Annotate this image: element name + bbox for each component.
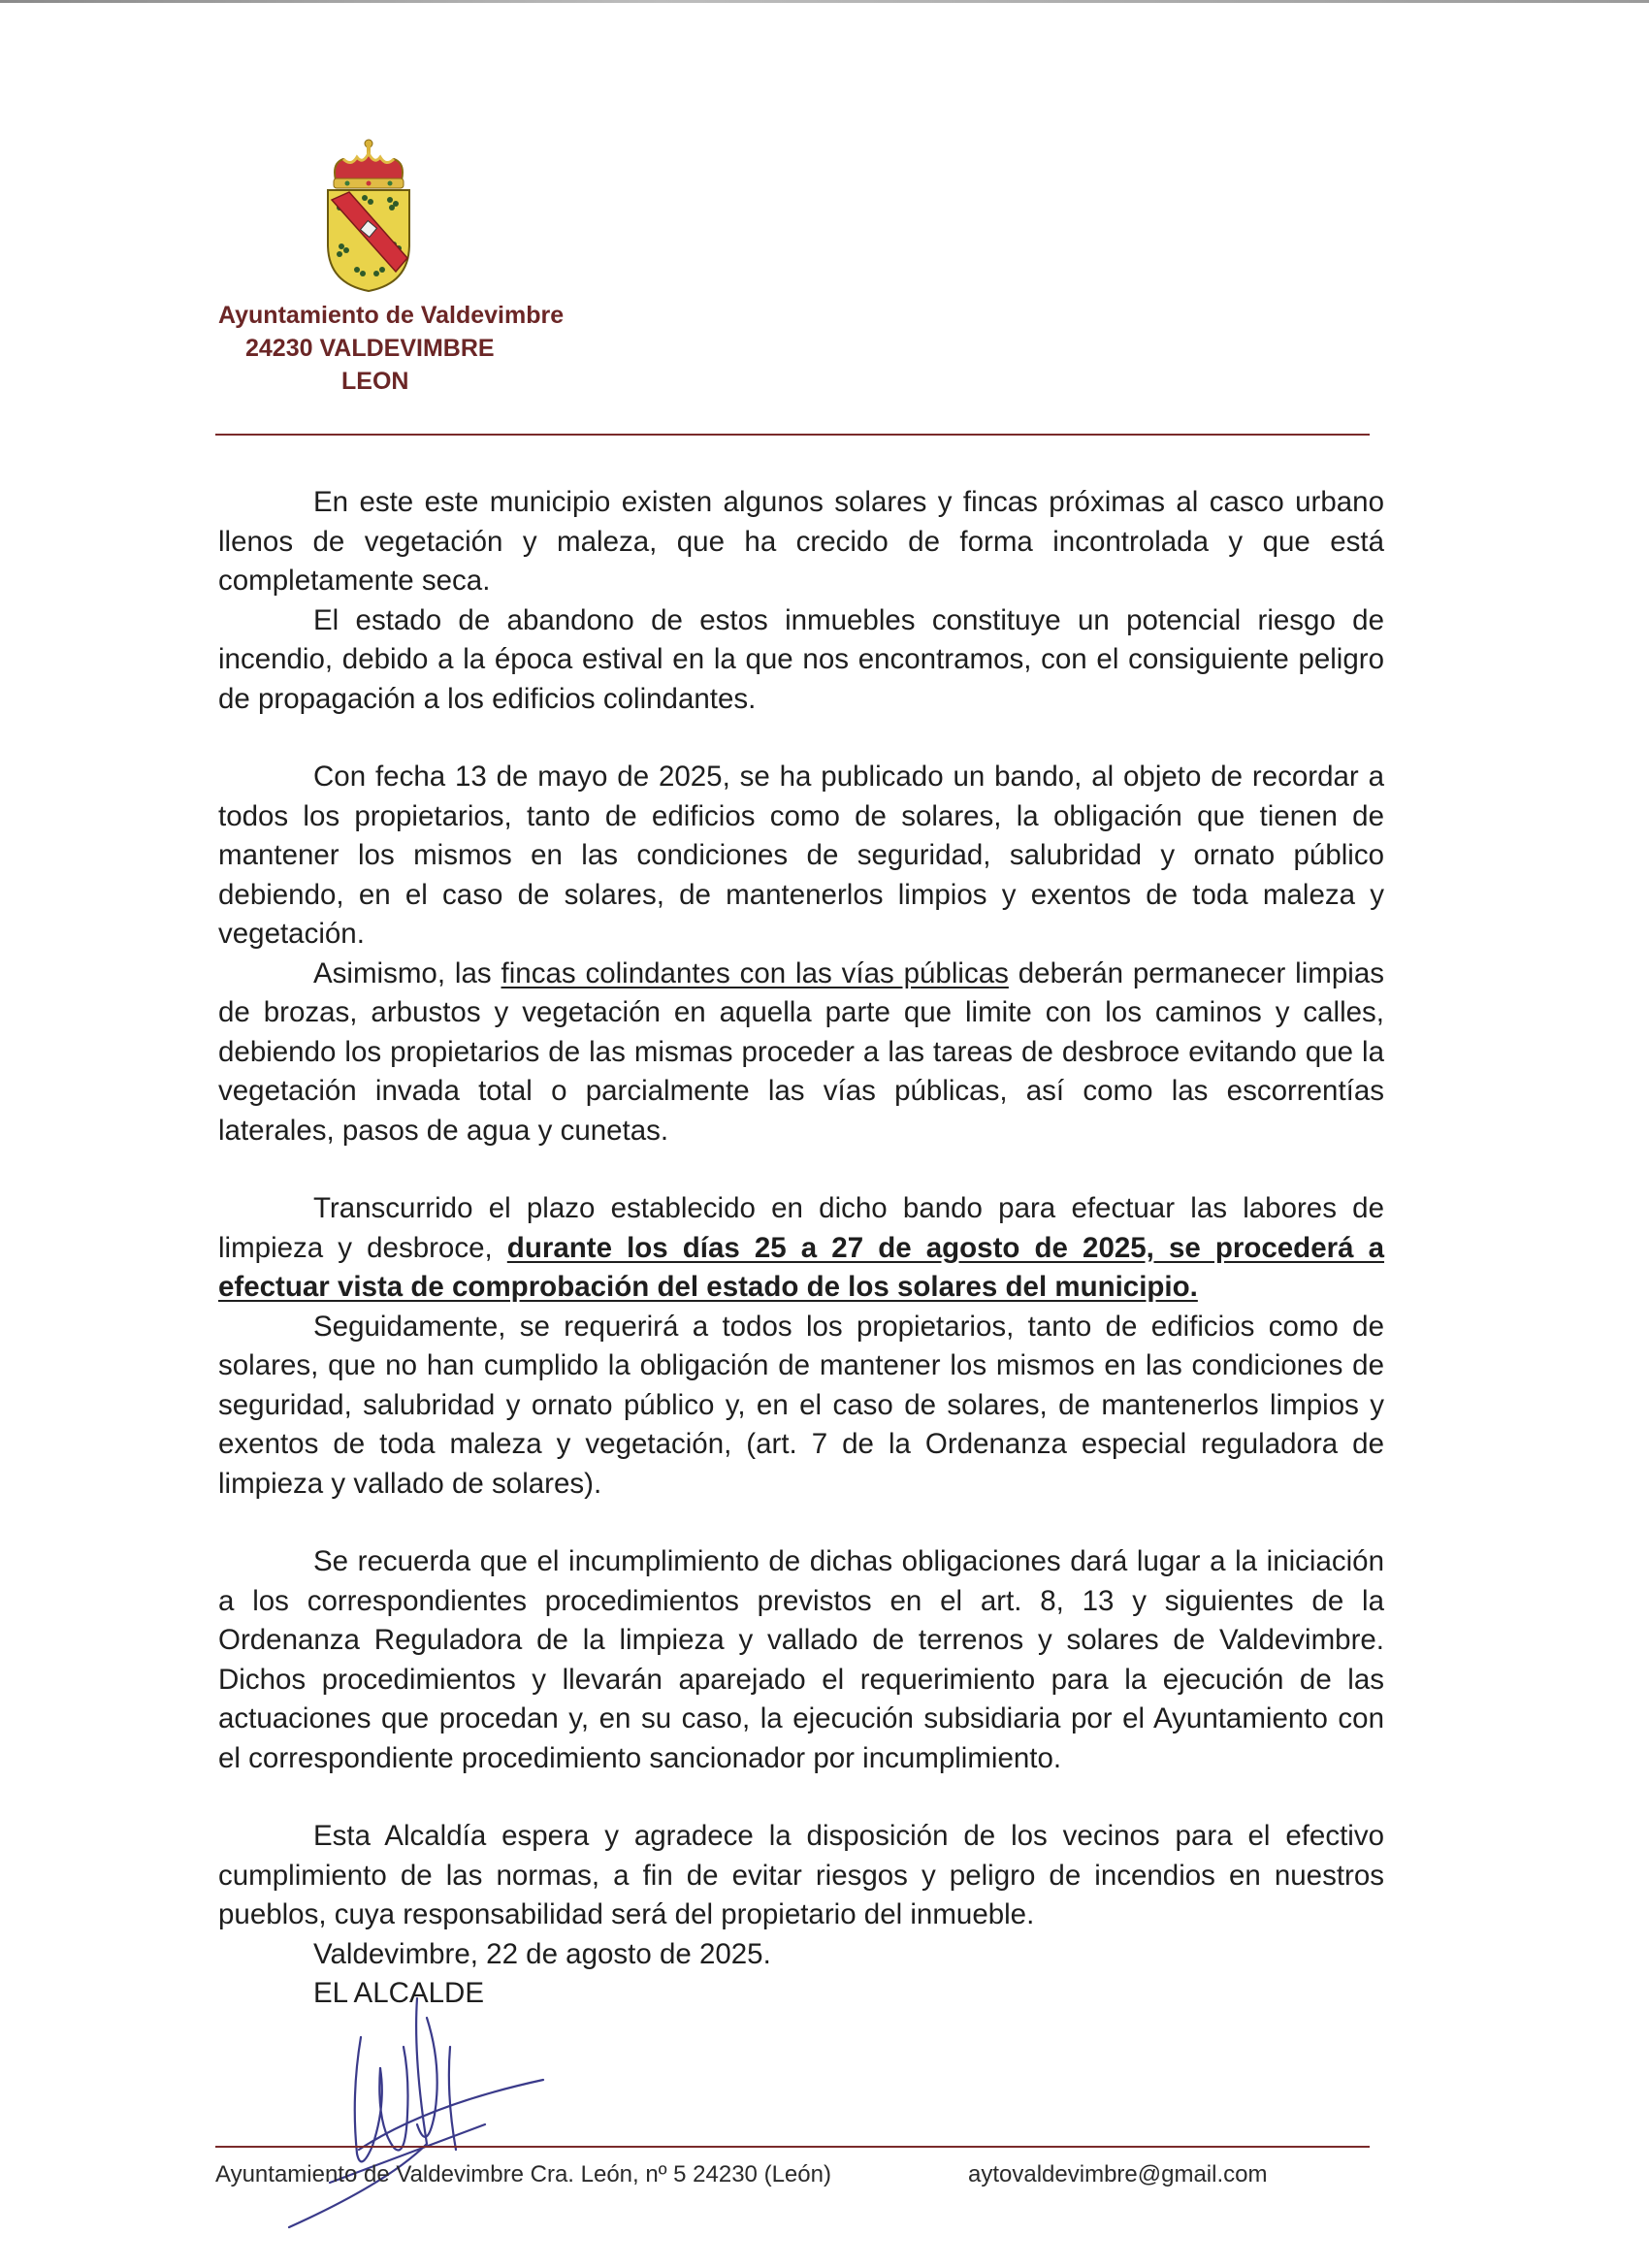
scan-top-edge [0,0,1649,3]
footer-divider [215,2146,1370,2148]
paragraph: Esta Alcaldía espera y agradece la disposición de los vecinos para el efectivo cumplimiento de las normas, a fin de evitar riesgos y peligro de incendios en nuestros pueblos, cuya responsabilidad será del propietario del inmueble. [218,1820,1384,1930]
footer-email: aytovaldevimbre@gmail.com [968,2161,1268,2187]
paragraph-text: deberán permanecer limpias de brozas, arbustos y vegetación en aquella parte que limite con los caminos y calles, debiendo los propietarios de las mismas proceder a las tareas de desbroce evitando que la vegetación invada total o parcialmente las vías públicas, así como las escorrentías laterales, pasos de agua y cunetas. [218,956,1384,1147]
coat-of-arms-icon [322,138,415,293]
paragraph [218,1189,1384,1308]
crown-icon [334,140,404,188]
bold-underlined-text: durante los días 25 a 27 de agosto de 2025, se procederá a efectuar vista de comprobación del estado de los solares del municipio. [218,1231,1384,1303]
paragraph-text: Asimismo, las [313,956,492,989]
letter-body [218,483,1384,2014]
paragraph: Se recuerda que el incumplimiento de dichas obligaciones dará lugar a la iniciación a los correspondientes procedimientos previstos en el art. 8, 13 y siguientes de la Ordenanza Reguladora de la limpieza y vallado de terrenos y solares de Valdevimbre. Dichos procedimientos y llevarán aparejado el requerimiento para la ejecución de las actuaciones que procedan y, en su caso, la ejecución subsidiaria por el Ayuntamiento con el correspondiente procedimiento sancionador por incumplimiento. [218,1545,1384,1774]
paragraph: El estado de abandono de estos inmuebles constituye un potencial riesgo de incendio, debido a la época estival en la que nos encontramos, con el consiguiente peligro de propagación a los edificios colindantes. [218,603,1384,715]
org-province: LEON [341,368,409,395]
date-line: Valdevimbre, 22 de agosto de 2025. [313,1937,771,1970]
paragraph-text: Transcurrido el plazo establecido en dicho bando para efectuar las labores de limpieza y desbroce, [218,1192,1384,1264]
header-divider [215,434,1370,436]
footer-address: Ayuntamiento de Valdevimbre Cra. León, nº 5 24230 (León) [215,2161,831,2187]
org-postal-code: 24230 VALDEVIMBRE [245,335,495,362]
paragraph: Con fecha 13 de mayo de 2025, se ha publicado un bando, al objeto de recordar a todos los propietarios, tanto de edificios como de solares, la obligación que tienen de mantener los mismos en las condiciones de seguridad, salubridad y ornato público debiendo, en el caso de solares, de mantenerlos limpios y exentos de toda maleza y vegetación. [218,761,1384,950]
signature-icon [272,1979,563,2231]
paragraph: Seguidamente, se requerirá a todos los propietarios, tanto de edificios como de solares, que no han cumplido la obligación de mantener los mismos en las condiciones de seguridad, salubridad y ornato público y, en el caso de solares, de mantenerlos limpios y exentos de toda maleza y vegetación, (art. 7 de la Ordenanza especial reguladora de limpieza y vallado de solares). [218,1310,1384,1500]
org-name: Ayuntamiento de Valdevimbre [218,302,565,329]
signer-title: EL ALCALDE [313,1977,485,2009]
underlined-text: fincas colindantes con las vías públicas [501,956,1009,989]
paragraph: En este este municipio existen algunos solares y fincas próximas al casco urbano llenos de vegetación y maleza, que ha crecido de forma incontrolada y que está completamente seca. [218,486,1384,597]
paragraph [218,955,1384,1151]
